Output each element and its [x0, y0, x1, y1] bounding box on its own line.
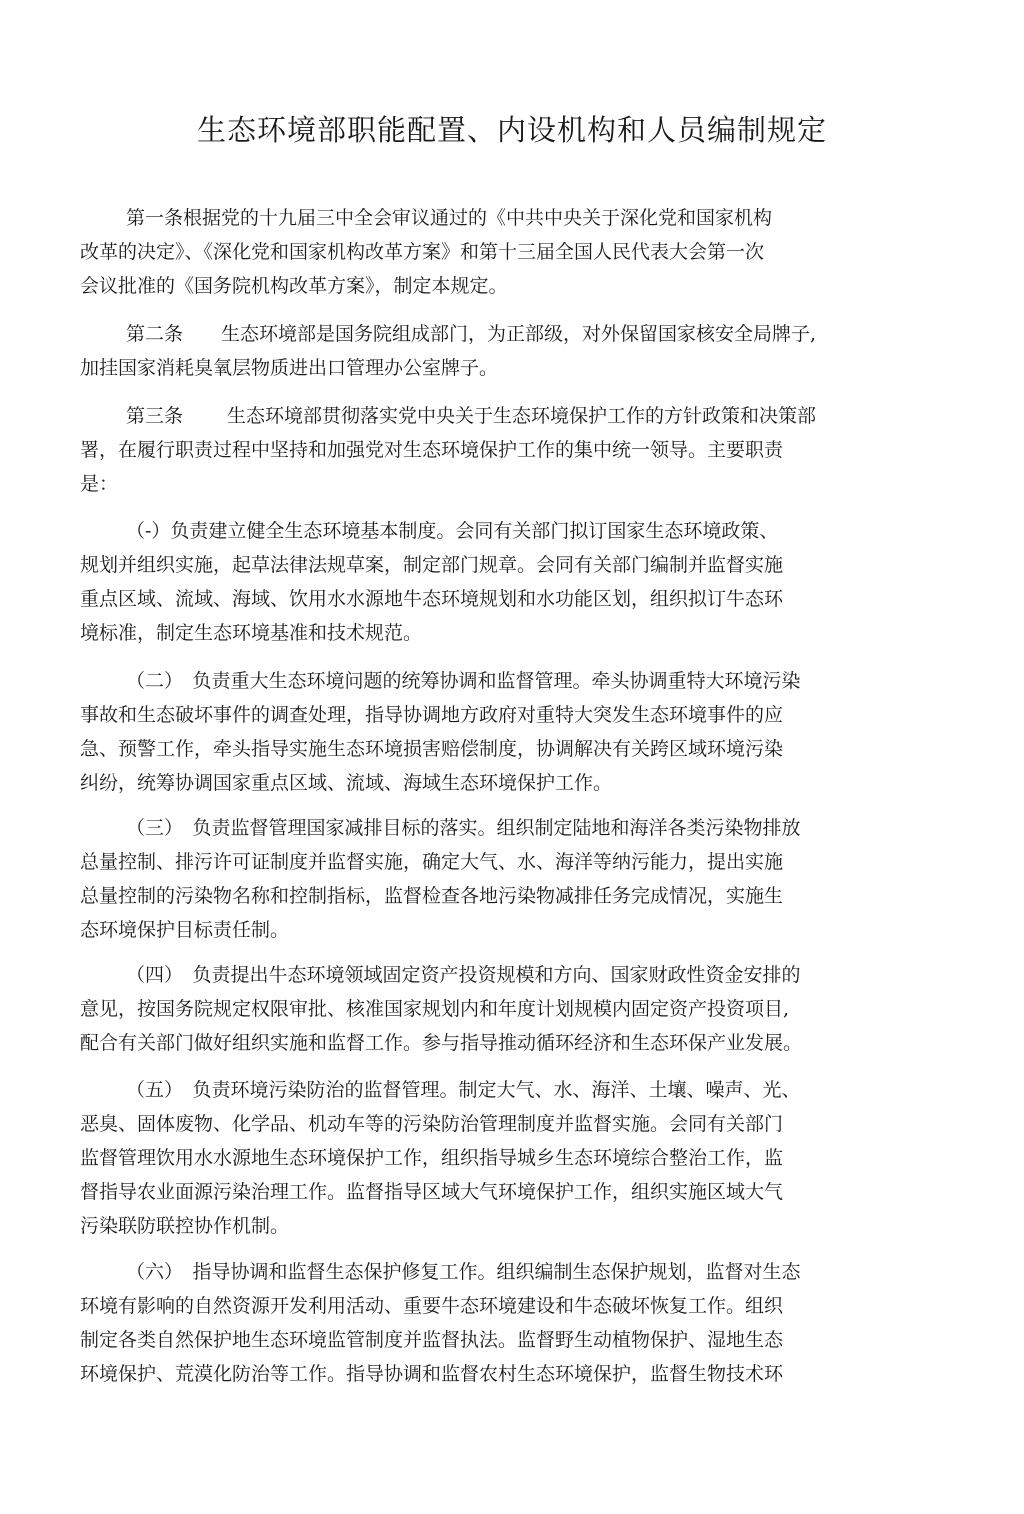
text-line: 制定各类自然保护地生态环境监管制度并监督执法。监督野生动植物保护、湿地生态 [80, 1329, 784, 1351]
text-line: 恶臭、固体废物、化学品、机动车等的污染防治管理制度并监督实施。会同有关部门 [80, 1113, 784, 1135]
article-1-paragraph [80, 201, 772, 303]
text-line: 纠纷，统筹协调国家重点区域、流域、海域生态环境保护工作。 [80, 772, 613, 794]
text-line: 规划并组织实施，起草法律法规草案，制定部门规章。会同有关部门编制并监督实施 [80, 554, 784, 576]
text-line: 加挂国家消耗臭氧层物质进出口管理办公室牌子。 [80, 357, 499, 379]
text-line: 境标准，制定生态环境基准和技术规范。 [80, 622, 423, 644]
text-line: 改革的决定》、《深化党和国家机构改革方案》和第十三届全国人民代表大会第一次 [80, 241, 765, 263]
duty-6-paragraph [80, 1255, 801, 1391]
text-line: （五） 负责环境污染防治的监督管理。制定大气、水、海洋、土壤、噪声、光、 [126, 1079, 801, 1101]
text-line: 第一条根据党的十九届三中全会审议通过的《中共中央关于深化党和国家机构 [126, 207, 773, 229]
text-line: 污染联防联控协作机制。 [80, 1215, 290, 1237]
duty-3-paragraph [80, 811, 801, 947]
article-3-paragraph [80, 399, 816, 501]
text-line: 第三条 生态环境部贯彻落实党中央关于生态环境保护工作的方针政策和决策部 [126, 405, 817, 427]
text-line: 署，在履行职责过程中坚持和加强党对生态环境保护工作的集中统一领导。主要职责 [80, 439, 784, 461]
text-line: 环境保护、荒漠化防治等工作。指导协调和监督农村生态环境保护，监督生物技术环 [80, 1363, 784, 1385]
text-line: 督指导农业面源污染治理工作。监督指导区域大气环境保护工作，组织实施区域大气 [80, 1181, 784, 1203]
text-line: （六） 指导协调和监督生态保护修复工作。组织编制生态保护规划，监督对生态 [126, 1261, 801, 1283]
text-line: 是： [80, 473, 119, 495]
text-line: 总量控制、排污许可证制度并监督实施，确定大气、水、海洋等纳污能力，提出实施 [80, 851, 784, 873]
text-line: （三） 负责监督管理国家减排目标的落实。组织制定陆地和海洋各类污染物排放 [126, 817, 801, 839]
text-line: 监督管理饮用水水源地生态环境保护工作，组织指导城乡生态环境综合整治工作，监 [80, 1147, 784, 1169]
document-title: 生态环境部职能配置、内设机构和人员编制规定 [196, 113, 827, 147]
text-line: 环境有影响的自然资源开发利用活动、重要牛态环境建设和牛态破坏恢复工作。组织 [80, 1295, 784, 1317]
text-line: （二） 负责重大生态环境问题的统筹协调和监督管理。牵头协调重特大环境污染 [126, 670, 801, 692]
text-line: 态环境保护目标责任制。 [80, 919, 290, 941]
duty-2-paragraph [80, 664, 801, 800]
text-line: 会议批准的《国务院机构改革方案》，制定本规定。 [80, 275, 508, 297]
text-line: （四） 负责提出牛态环境领域固定资产投资规模和方向、国家财政性资金安排的 [126, 964, 801, 986]
text-line: 配合有关部门做好组织实施和监督工作。参与指导推动循环经济和生态环保产业发展。 [80, 1032, 803, 1054]
text-line: 重点区域、流域、海域、饮用水水源地牛态环境规划和水功能区划，组织拟订牛态环 [80, 588, 784, 610]
text-line: （-）负责建立健全生态环境基本制度。会同有关部门拟订国家生态环境政策、 [126, 520, 779, 542]
text-line: 急、预警工作，牵头指导实施生态环境损害赔偿制度，协调解决有关跨区域环境污染 [80, 738, 784, 760]
duty-5-paragraph [80, 1073, 801, 1243]
text-line: 事故和生态破坏事件的调查处理，指导协调地方政府对重特大突发生态环境事件的应 [80, 704, 784, 726]
duty-1-paragraph [80, 514, 783, 650]
article-2-paragraph [80, 317, 816, 385]
text-line: 第二条 生态环境部是国务院组成部门，为正部级，对外保留国家核安全局牌子, [126, 323, 817, 345]
text-line: 意见，按国务院规定权限审批、核准国家规划内和年度计划规模内固定资产投资项目, [80, 998, 790, 1020]
duty-4-paragraph [80, 958, 802, 1060]
text-line: 总量控制的污染物名称和控制指标，监督检查各地污染物减排任务完成情况，实施生 [80, 885, 784, 907]
